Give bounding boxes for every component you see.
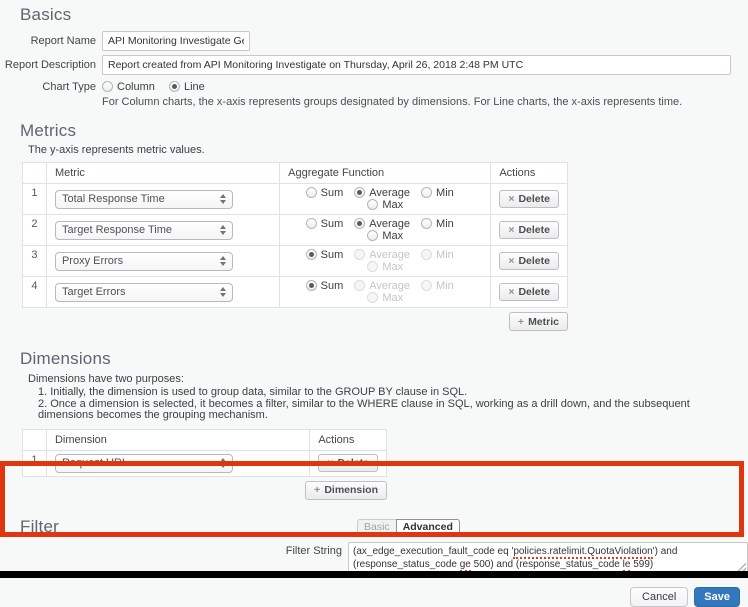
aggregate-option-max[interactable]: Max	[367, 199, 403, 211]
average-radio[interactable]	[354, 218, 365, 229]
aggregate-option-max[interactable]: Max	[367, 230, 403, 242]
report-name-label: Report Name	[30, 35, 96, 47]
delete-metric-button[interactable]: × Delete	[499, 221, 559, 239]
report-description-input[interactable]	[102, 55, 731, 75]
average-radio[interactable]	[354, 187, 365, 198]
delete-dimension-button[interactable]: × Delete	[318, 454, 378, 472]
dimensions-col-empty	[23, 429, 47, 450]
metrics-heading: Metrics	[20, 121, 77, 140]
metrics-description: The y-axis represents metric values.	[28, 144, 205, 156]
cancel-button[interactable]: Cancel	[630, 587, 688, 607]
aggregate-option-sum[interactable]: Sum	[306, 249, 344, 261]
aggregate-option-min[interactable]: Min	[421, 218, 454, 230]
column-radio[interactable]	[102, 81, 113, 92]
delete-x-icon: ×	[508, 255, 515, 267]
metrics-col-aggregate: Aggregate Function	[280, 163, 491, 184]
chart-type-option[interactable]: Column	[102, 81, 158, 93]
aggregate-option-min[interactable]: Min	[421, 187, 454, 199]
dimensions-heading: Dimensions	[20, 349, 111, 368]
row-index: 1	[23, 450, 47, 476]
filter-flagged-text: policies.ratelimit.QuotaViolation	[513, 545, 653, 557]
filter-heading: Filter	[20, 516, 59, 536]
metrics-col-metric: Metric	[46, 163, 279, 184]
metrics-col-actions: Actions	[491, 163, 568, 184]
filter-string-label: Filter String	[285, 544, 342, 557]
aggregate-option-min[interactable]: Min	[421, 249, 454, 261]
row-index: 3	[23, 246, 47, 277]
plus-icon: +	[517, 315, 525, 328]
filter-flagged-text: ge	[459, 558, 471, 570]
delete-x-icon: ×	[508, 193, 515, 205]
delete-metric-button[interactable]: × Delete	[499, 190, 559, 208]
filter-string-input[interactable]	[348, 542, 748, 574]
max-radio[interactable]	[367, 292, 378, 303]
filter-text: 599)	[630, 558, 654, 570]
max-radio[interactable]	[367, 261, 378, 272]
save-button[interactable]: Save	[694, 587, 740, 607]
max-radio[interactable]	[367, 199, 378, 210]
aggregate-option-sum[interactable]: Sum	[306, 280, 344, 292]
min-radio[interactable]	[421, 280, 432, 291]
select-caret-icon	[220, 256, 226, 266]
filter-text: 500) and (response_status_code	[470, 558, 623, 570]
dimension-select[interactable]: Request URI	[55, 454, 233, 473]
metric-select[interactable]: Proxy Errors	[55, 252, 233, 271]
line-radio[interactable]	[169, 81, 180, 92]
aggregate-option-max[interactable]: Max	[367, 261, 403, 273]
basics-heading: Basics	[20, 5, 72, 24]
aggregate-option-sum[interactable]: Sum	[306, 187, 344, 199]
select-caret-icon	[220, 225, 226, 235]
metric-row	[23, 215, 568, 246]
filter-text: (ax_edge_execution_fault_code eq '	[353, 545, 514, 557]
select-caret-icon	[220, 287, 226, 297]
add-metric-button[interactable]: + Metric	[509, 312, 568, 331]
bottom-bar	[0, 571, 748, 578]
sum-radio[interactable]	[306, 280, 317, 291]
filter-mode-basic-button[interactable]: Basic	[357, 519, 396, 535]
min-radio[interactable]	[421, 187, 432, 198]
row-index: 1	[23, 184, 47, 215]
delete-metric-button[interactable]: × Delete	[499, 252, 559, 270]
filter-mode-advanced-button[interactable]: Advanced	[396, 519, 460, 535]
row-index: 2	[23, 215, 47, 246]
average-radio[interactable]	[354, 280, 365, 291]
aggregate-option-min[interactable]: Min	[421, 280, 454, 292]
delete-metric-button[interactable]: × Delete	[499, 283, 559, 301]
plus-icon: +	[314, 484, 321, 496]
chart-type-label: Chart Type	[42, 81, 96, 93]
metric-row	[23, 277, 568, 308]
row-index: 4	[23, 277, 47, 308]
metrics-table	[22, 162, 568, 308]
sum-radio[interactable]	[306, 218, 317, 229]
aggregate-option-sum[interactable]: Sum	[306, 218, 344, 230]
aggregate-option-average[interactable]: Average	[354, 280, 410, 292]
metric-select[interactable]: Target Errors	[55, 283, 233, 302]
purpose-item: 2. Once a dimension is selected, it becomes a filter, similar to the WHERE clause in SQL, working as a drill down, and the subsequent dimensions becomes the grouping mechanism.	[38, 397, 690, 421]
chart-type-option[interactable]: Line	[169, 81, 205, 93]
purpose-item: 1. Initially, the dimension is used to group data, similar to the GROUP BY clause in SQL.	[38, 386, 468, 398]
dimensions-col-actions: Actions	[310, 429, 387, 450]
dimension-row	[23, 450, 387, 476]
metric-select[interactable]: Target Response Time	[55, 221, 233, 240]
sum-radio[interactable]	[306, 249, 317, 260]
sum-radio[interactable]	[306, 187, 317, 198]
filter-text: ') and (response_status_code	[353, 545, 678, 570]
aggregate-option-average[interactable]: Average	[354, 218, 410, 230]
aggregate-option-average[interactable]: Average	[354, 249, 410, 261]
metric-row	[23, 184, 568, 215]
max-radio[interactable]	[367, 230, 378, 241]
metric-select[interactable]: Total Response Time	[55, 190, 233, 209]
dimensions-table	[22, 429, 387, 477]
min-radio[interactable]	[421, 249, 432, 260]
add-dimension-button[interactable]: + Dimension	[305, 481, 387, 500]
average-radio[interactable]	[354, 249, 365, 260]
aggregate-option-average[interactable]: Average	[354, 187, 410, 199]
delete-x-icon: ×	[327, 457, 334, 469]
delete-x-icon: ×	[508, 286, 515, 298]
filter-mode-toggle	[357, 519, 460, 535]
aggregate-option-max[interactable]: Max	[367, 292, 403, 304]
dimensions-purposes-list	[0, 387, 748, 422]
select-caret-icon	[220, 194, 226, 204]
select-caret-icon	[220, 458, 226, 468]
filter-section	[0, 500, 748, 574]
dimensions-col-dimension: Dimension	[46, 429, 309, 450]
report-description-label: Report Description	[4, 59, 96, 71]
dimensions-intro: Dimensions have two purposes:	[28, 373, 184, 385]
delete-x-icon: ×	[508, 224, 515, 236]
metrics-col-empty	[23, 163, 47, 184]
min-radio[interactable]	[421, 218, 432, 229]
metric-row	[23, 246, 568, 277]
report-name-input[interactable]	[102, 31, 250, 51]
filter-flagged-text: le	[622, 558, 631, 570]
chart-type-help: For Column charts, the x-axis represents groups designated by dimensions. For Line charts, the x-axis represents time.	[102, 96, 683, 108]
